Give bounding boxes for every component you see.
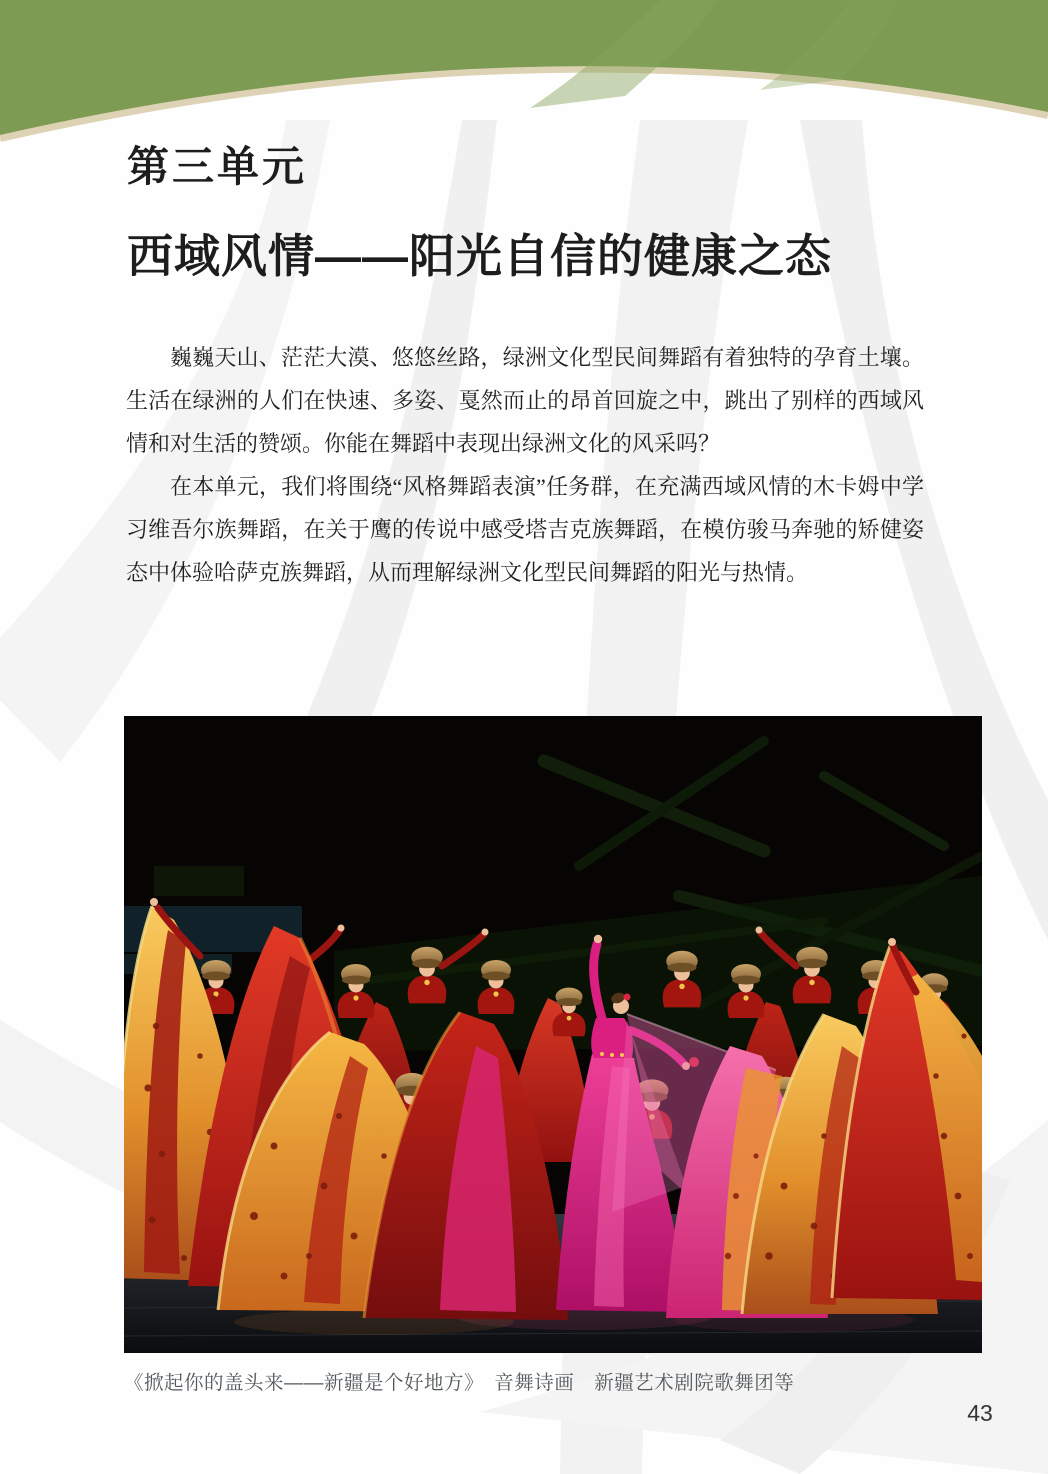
photo-caption: 《掀起你的盖头来——新疆是个好地方》 音舞诗画 新疆艺术剧院歌舞团等 [124, 1372, 795, 1394]
dance-performance-photo [124, 716, 982, 1353]
heading-block [127, 134, 832, 286]
dance-photo-figure [124, 716, 982, 1395]
intro-text [126, 336, 924, 594]
unit-title: 西域风情——阳光自信的健康之态 [127, 230, 832, 282]
intro-paragraph-1: 巍巍天山、茫茫大漠、悠悠丝路，绿洲文化型民间舞蹈有着独特的孕育土壤。生活在绿洲的人们在快速、多姿、戛然而止的昂首回旋之中，跳出了别样的西域风情和对生活的赞颂。你能在舞蹈中表现出绿洲文化的风采吗？ [126, 345, 924, 456]
page-number: 43 [967, 1400, 993, 1426]
unit-number: 第三单元 [127, 143, 308, 190]
intro-paragraph-2: 在本单元，我们将围绕“风格舞蹈表演”任务群，在充满西域风情的木卡姆中学习维吾尔族舞蹈，在关于鹰的传说中感受塔吉克族舞蹈，在模仿骏马奔驰的矫健姿态中体验哈萨克族舞蹈，从而理解绿洲文化型民间舞蹈的阳光与热情。 [126, 474, 924, 585]
